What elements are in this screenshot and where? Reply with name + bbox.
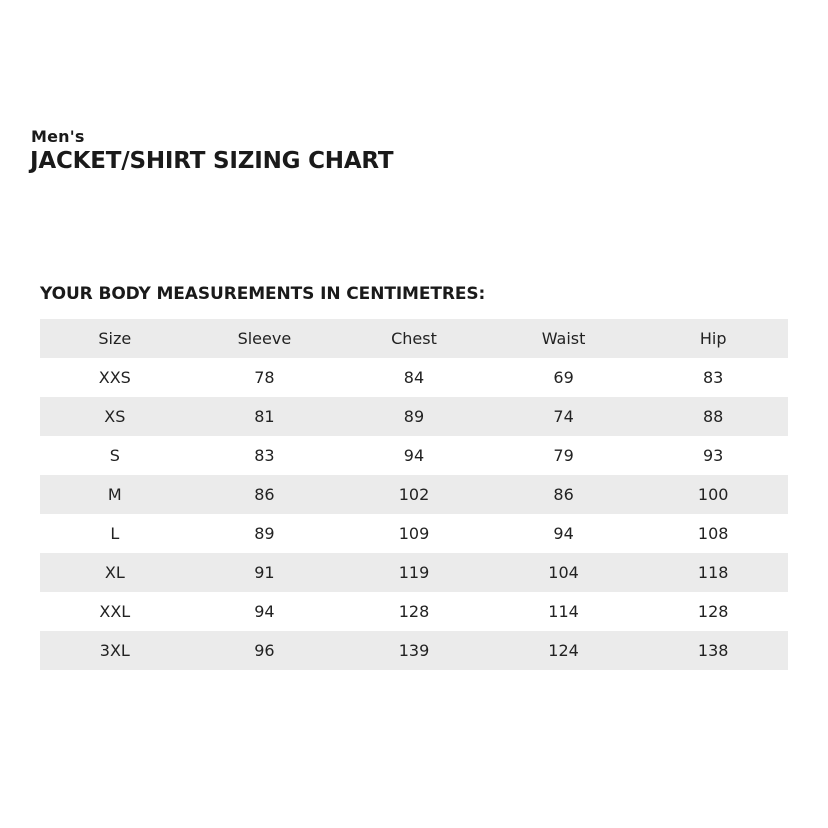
table-heading: YOUR BODY MEASUREMENTS IN CENTIMETRES: bbox=[40, 284, 486, 304]
hip-cell: 108 bbox=[697, 524, 729, 543]
sleeve-cell: 94 bbox=[254, 602, 275, 621]
table-row bbox=[40, 436, 788, 475]
table-row bbox=[40, 631, 788, 670]
sleeve-cell: 96 bbox=[190, 631, 340, 670]
table-row bbox=[40, 592, 788, 631]
sleeve-cell: 81 bbox=[190, 397, 340, 436]
waist-cell: 69 bbox=[553, 368, 574, 387]
chest-cell: 94 bbox=[403, 446, 425, 465]
waist-cell: 94 bbox=[553, 524, 574, 543]
size-cell: 3XL bbox=[40, 631, 190, 670]
hip-cell: 128 bbox=[697, 602, 729, 621]
column-header-hip: Hip bbox=[638, 319, 788, 358]
chest-cell: 84 bbox=[403, 368, 425, 387]
column-header-waist: Waist bbox=[489, 319, 639, 358]
chest-cell: 128 bbox=[398, 602, 430, 621]
sleeve-cell: 78 bbox=[254, 368, 275, 387]
hip-cell: 100 bbox=[638, 475, 788, 514]
chest-cell: 102 bbox=[339, 475, 489, 514]
table-row bbox=[40, 475, 788, 514]
waist-cell: 74 bbox=[489, 397, 639, 436]
chest-cell: 119 bbox=[339, 553, 489, 592]
waist-cell: 124 bbox=[489, 631, 639, 670]
size-cell: XL bbox=[40, 553, 190, 592]
size-cell: XXS bbox=[98, 368, 131, 387]
chart-title: JACKET/SHIRT SIZING CHART bbox=[30, 148, 394, 174]
size-cell: XS bbox=[40, 397, 190, 436]
column-header-size: Size bbox=[40, 319, 190, 358]
size-cell: L bbox=[110, 524, 120, 543]
chart-subtitle: Men's bbox=[31, 127, 85, 146]
hip-cell: 83 bbox=[703, 368, 724, 387]
sleeve-cell: 86 bbox=[190, 475, 340, 514]
hip-cell: 88 bbox=[638, 397, 788, 436]
chest-cell: 139 bbox=[339, 631, 489, 670]
table-row bbox=[40, 514, 788, 553]
waist-cell: 114 bbox=[548, 602, 579, 621]
chest-cell: 89 bbox=[339, 397, 489, 436]
hip-cell: 93 bbox=[703, 446, 724, 465]
chest-cell: 109 bbox=[398, 524, 430, 543]
hip-cell: 118 bbox=[638, 553, 788, 592]
hip-cell: 138 bbox=[638, 631, 788, 670]
sleeve-cell: 83 bbox=[254, 446, 275, 465]
sizing-table bbox=[40, 319, 788, 670]
table-header-row bbox=[40, 319, 788, 358]
sleeve-cell: 91 bbox=[190, 553, 340, 592]
table-row bbox=[40, 397, 788, 436]
waist-cell: 79 bbox=[553, 446, 574, 465]
sleeve-cell: 89 bbox=[254, 524, 275, 543]
size-cell: XXL bbox=[99, 602, 131, 621]
size-cell: M bbox=[40, 475, 190, 514]
waist-cell: 86 bbox=[489, 475, 639, 514]
column-header-sleeve: Sleeve bbox=[190, 319, 340, 358]
table-row bbox=[40, 553, 788, 592]
waist-cell: 104 bbox=[489, 553, 639, 592]
column-header-chest: Chest bbox=[339, 319, 489, 358]
size-cell: S bbox=[109, 446, 120, 465]
table-row bbox=[40, 358, 788, 397]
